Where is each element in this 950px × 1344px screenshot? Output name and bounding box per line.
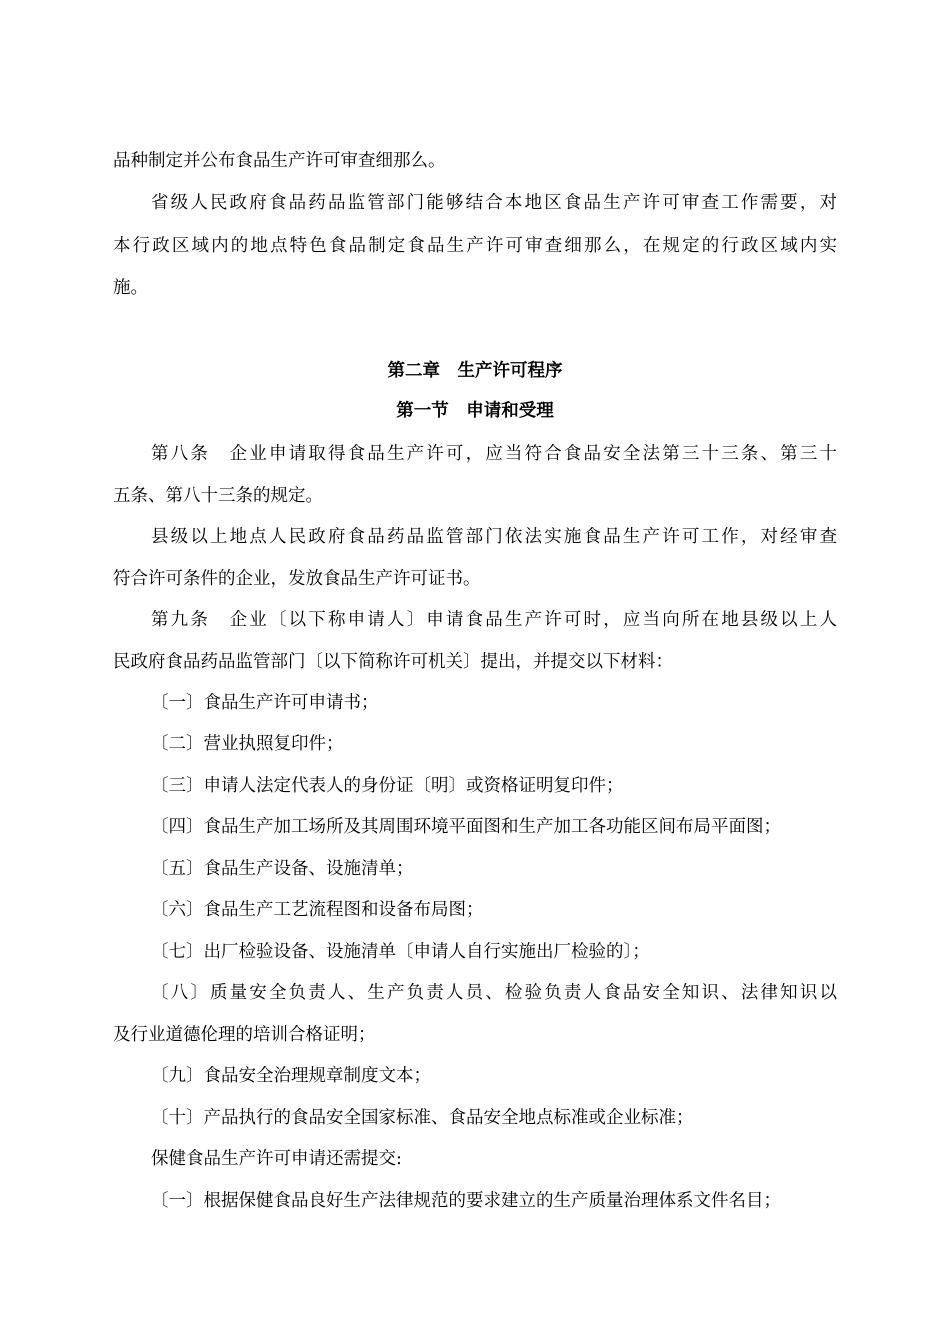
- list-item: 〔三〕申请人法定代表人的身份证〔明〕或资格证明复印件；: [151, 776, 624, 796]
- list-item: 〔五〕食品生产设备、设施清单；: [151, 859, 414, 879]
- paragraph-line: 本行政区域内的地点特色食品制定食品生产许可审查细那么，在规定的行政区域内实: [113, 236, 837, 256]
- list-item: 〔八〕质量安全负责人、生产负责人员、检验负责人食品安全知识、法律知识以: [151, 983, 837, 1003]
- article-9-line: 民政府食品药品监管部门〔以下简称许可机关〕提出，并提交以下材料：: [113, 652, 673, 672]
- paragraph-line: 施。: [113, 278, 148, 298]
- list-item: 〔七〕出厂检验设备、设施清单〔申请人自行实施出厂检验的〕；: [151, 942, 650, 962]
- list-item: 〔六〕食品生产工艺流程图和设备布局图；: [151, 900, 484, 920]
- article-8-line: 五条、第八十三条的规定。: [113, 486, 323, 506]
- list-item: 〔四〕食品生产加工场所及其周围环境平面图和生产加工各功能区间布局平面图；: [151, 817, 781, 837]
- chapter-heading: 第二章 生产许可程序: [387, 361, 563, 381]
- list-item: 〔九〕食品安全治理规章制度文本；: [151, 1066, 431, 1086]
- list-item: 〔十〕产品执行的食品安全国家标准、食品安全地点标准或企业标准；: [151, 1108, 694, 1128]
- section-heading: 第一节 申请和受理: [396, 401, 554, 421]
- list-item: 〔二〕营业执照复印件；: [151, 734, 344, 754]
- list-item: 保健食品生产许可申请还需提交:: [151, 1149, 402, 1169]
- article-8-line: 符合许可条件的企业，发放食品生产许可证书。: [113, 569, 481, 589]
- article-8-line: 第八条 企业申请取得食品生产许可，应当符合食品安全法第三十三条、第三十: [151, 444, 837, 464]
- article-8-line: 县级以上地点人民政府食品药品监管部门依法实施食品生产许可工作，对经审查: [151, 527, 837, 547]
- list-item: 〔一〕根据保健食品良好生产法律规范的要求建立的生产质量治理体系文件名目；: [151, 1191, 781, 1211]
- list-item: 〔一〕食品生产许可申请书；: [151, 693, 379, 713]
- list-item: 及行业道德伦理的培训合格证明；: [113, 1025, 376, 1045]
- article-9-line: 第九条 企业〔以下称申请人〕申请食品生产许可时，应当向所在地县级以上人: [151, 610, 837, 630]
- paragraph-line: 品种制定并公布食品生产许可审查细那么。: [113, 151, 446, 171]
- paragraph-line: 省级人民政府食品药品监管部门能够结合本地区食品生产许可审查工作需要，对: [151, 193, 837, 213]
